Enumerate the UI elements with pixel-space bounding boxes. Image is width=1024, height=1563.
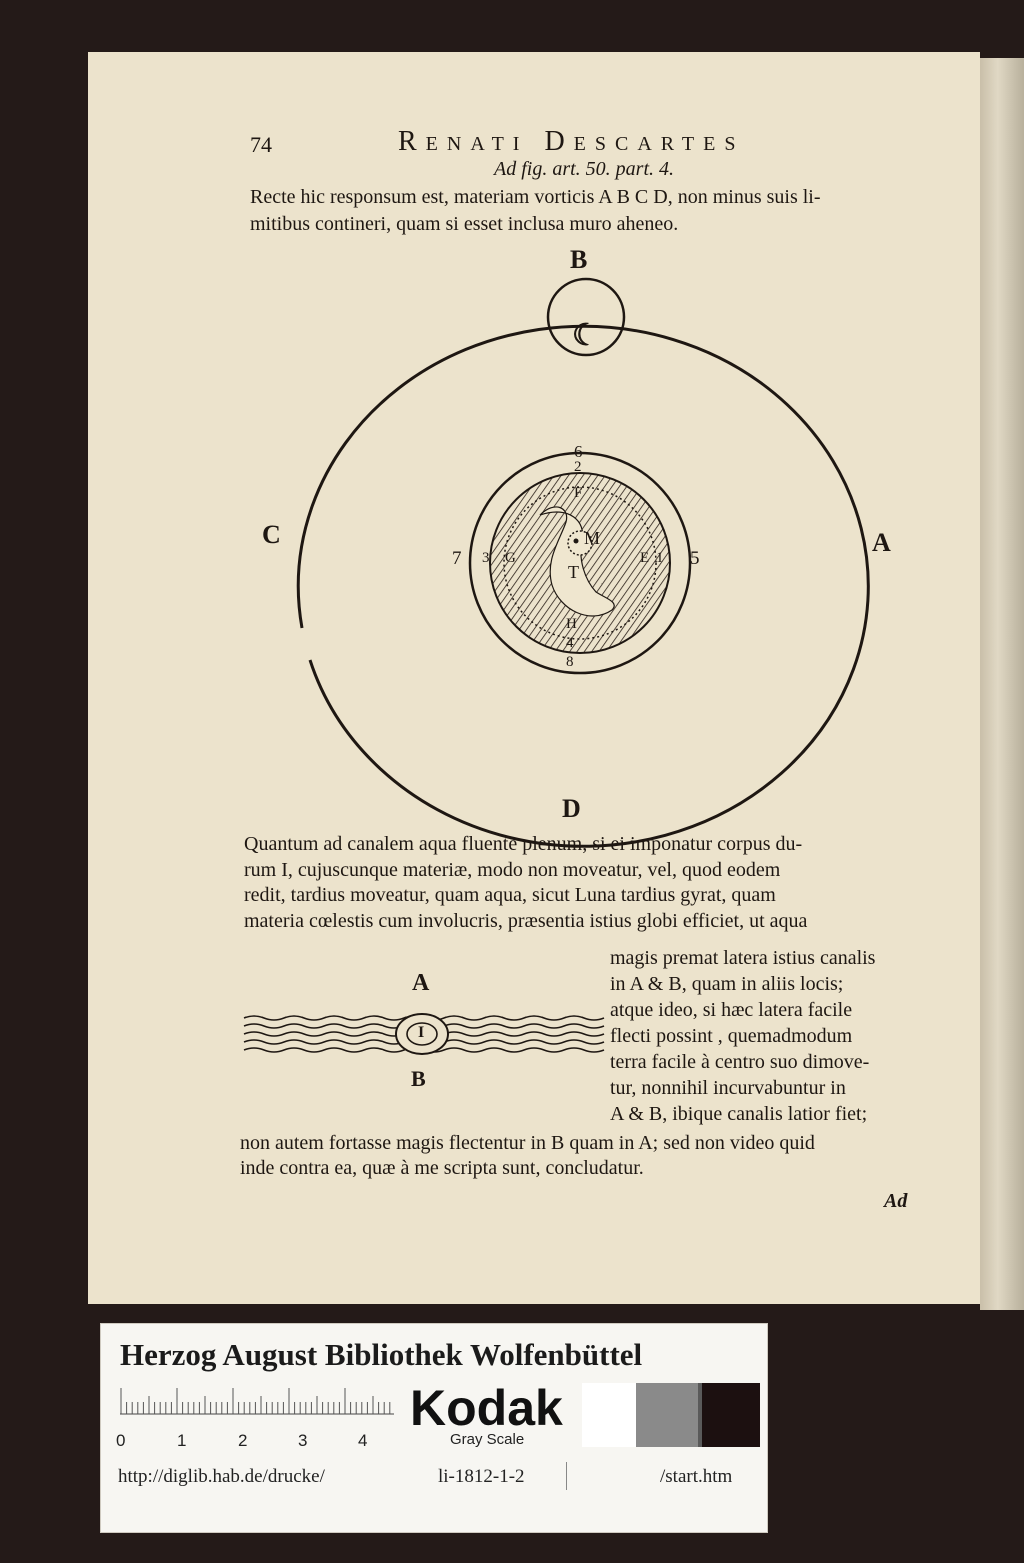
canal-label-A: A	[412, 970, 430, 996]
label-M: M	[584, 528, 601, 548]
label-C-left: C	[262, 520, 281, 549]
catchword: Ad	[884, 1190, 908, 1212]
label-G: G	[505, 550, 516, 566]
swatch-white	[582, 1383, 636, 1447]
label-H: H	[566, 616, 577, 632]
url-divider	[566, 1462, 567, 1490]
label-B-top: B	[570, 245, 588, 274]
label-F: F	[574, 485, 583, 501]
url-right: /start.htm	[660, 1466, 733, 1487]
url-mid: li-1812-1-2	[438, 1466, 525, 1487]
figure-subheading: Ad fig. art. 50. part. 4.	[494, 158, 675, 180]
text-line: redit, tardius moveatur, quam aqua, sicut Luna tardius gyrat, quam	[244, 884, 776, 906]
text-line: flecti possint , quemadmodum	[610, 1025, 853, 1047]
canal-label-I: I	[418, 1024, 425, 1041]
text-line: inde contra ea, quæ à me scripta sunt, concludatur.	[240, 1157, 644, 1179]
running-head: Renati Descartes	[398, 126, 745, 157]
label-E: E	[640, 550, 650, 566]
text-line: terra facile à centro suo dimove-	[610, 1051, 870, 1073]
ruler-number-4: 4	[358, 1431, 368, 1450]
label-4: 4	[566, 635, 574, 651]
label-1: 1	[656, 550, 664, 566]
ruler-number-2: 2	[238, 1431, 248, 1450]
text-line: tur, nonnihil incurvabuntur in	[610, 1077, 846, 1099]
ruler-number-3: 3	[298, 1431, 308, 1450]
label-D-bottom: D	[562, 794, 581, 823]
text-line: Quantum ad canalem aqua fluente plenum, si ei imponatur corpus du-	[244, 833, 803, 855]
text-line: mitibus contineri, quam si esset inclusa muro aheneo.	[250, 213, 679, 235]
label-7: 7	[452, 548, 462, 569]
text-line: materia cœlestis cum involucris, præsentia istius globi efficiet, ut aqua	[244, 909, 808, 932]
ruler-number-0: 0	[116, 1431, 126, 1450]
canal-label-B: B	[411, 1066, 426, 1091]
text-line: magis premat latera istius canalis	[610, 947, 876, 969]
text-line: atque ideo, si hæc latera facile	[610, 999, 853, 1021]
text-line: non autem fortasse magis flectentur in B quam in A; sed non video quid	[240, 1132, 815, 1154]
library-name: Herzog August Bibliothek Wolfenbüttel	[120, 1337, 643, 1372]
label-A-right: A	[872, 528, 891, 557]
text-line: Recte hic responsum est, materiam vorticis A B C D, non minus suis li-	[250, 186, 821, 208]
label-2: 2	[574, 459, 582, 475]
gray-scale-label: Gray Scale	[450, 1431, 525, 1448]
label-6: 6	[574, 442, 583, 461]
label-3: 3	[482, 550, 490, 566]
text-line: A & B, ibique canalis latior fiet;	[610, 1103, 868, 1125]
url-left: http://diglib.hab.de/drucke/	[118, 1466, 325, 1487]
label-5: 5	[690, 548, 700, 569]
moon-crescent-icon: ☾	[572, 319, 599, 352]
swatch-black	[702, 1383, 760, 1447]
text-line: in A & B, quam in aliis locis;	[610, 973, 844, 995]
label-8: 8	[566, 654, 574, 670]
page-number: 74	[250, 132, 272, 157]
kodak-logo: Kodak	[410, 1380, 563, 1436]
label-T: T	[568, 562, 579, 582]
text-line: rum I, cujuscunque materiæ, modo non moveatur, vel, quod eodem	[244, 858, 781, 881]
ruler-number-1: 1	[177, 1431, 187, 1450]
swatch-mid-gray	[636, 1383, 698, 1447]
